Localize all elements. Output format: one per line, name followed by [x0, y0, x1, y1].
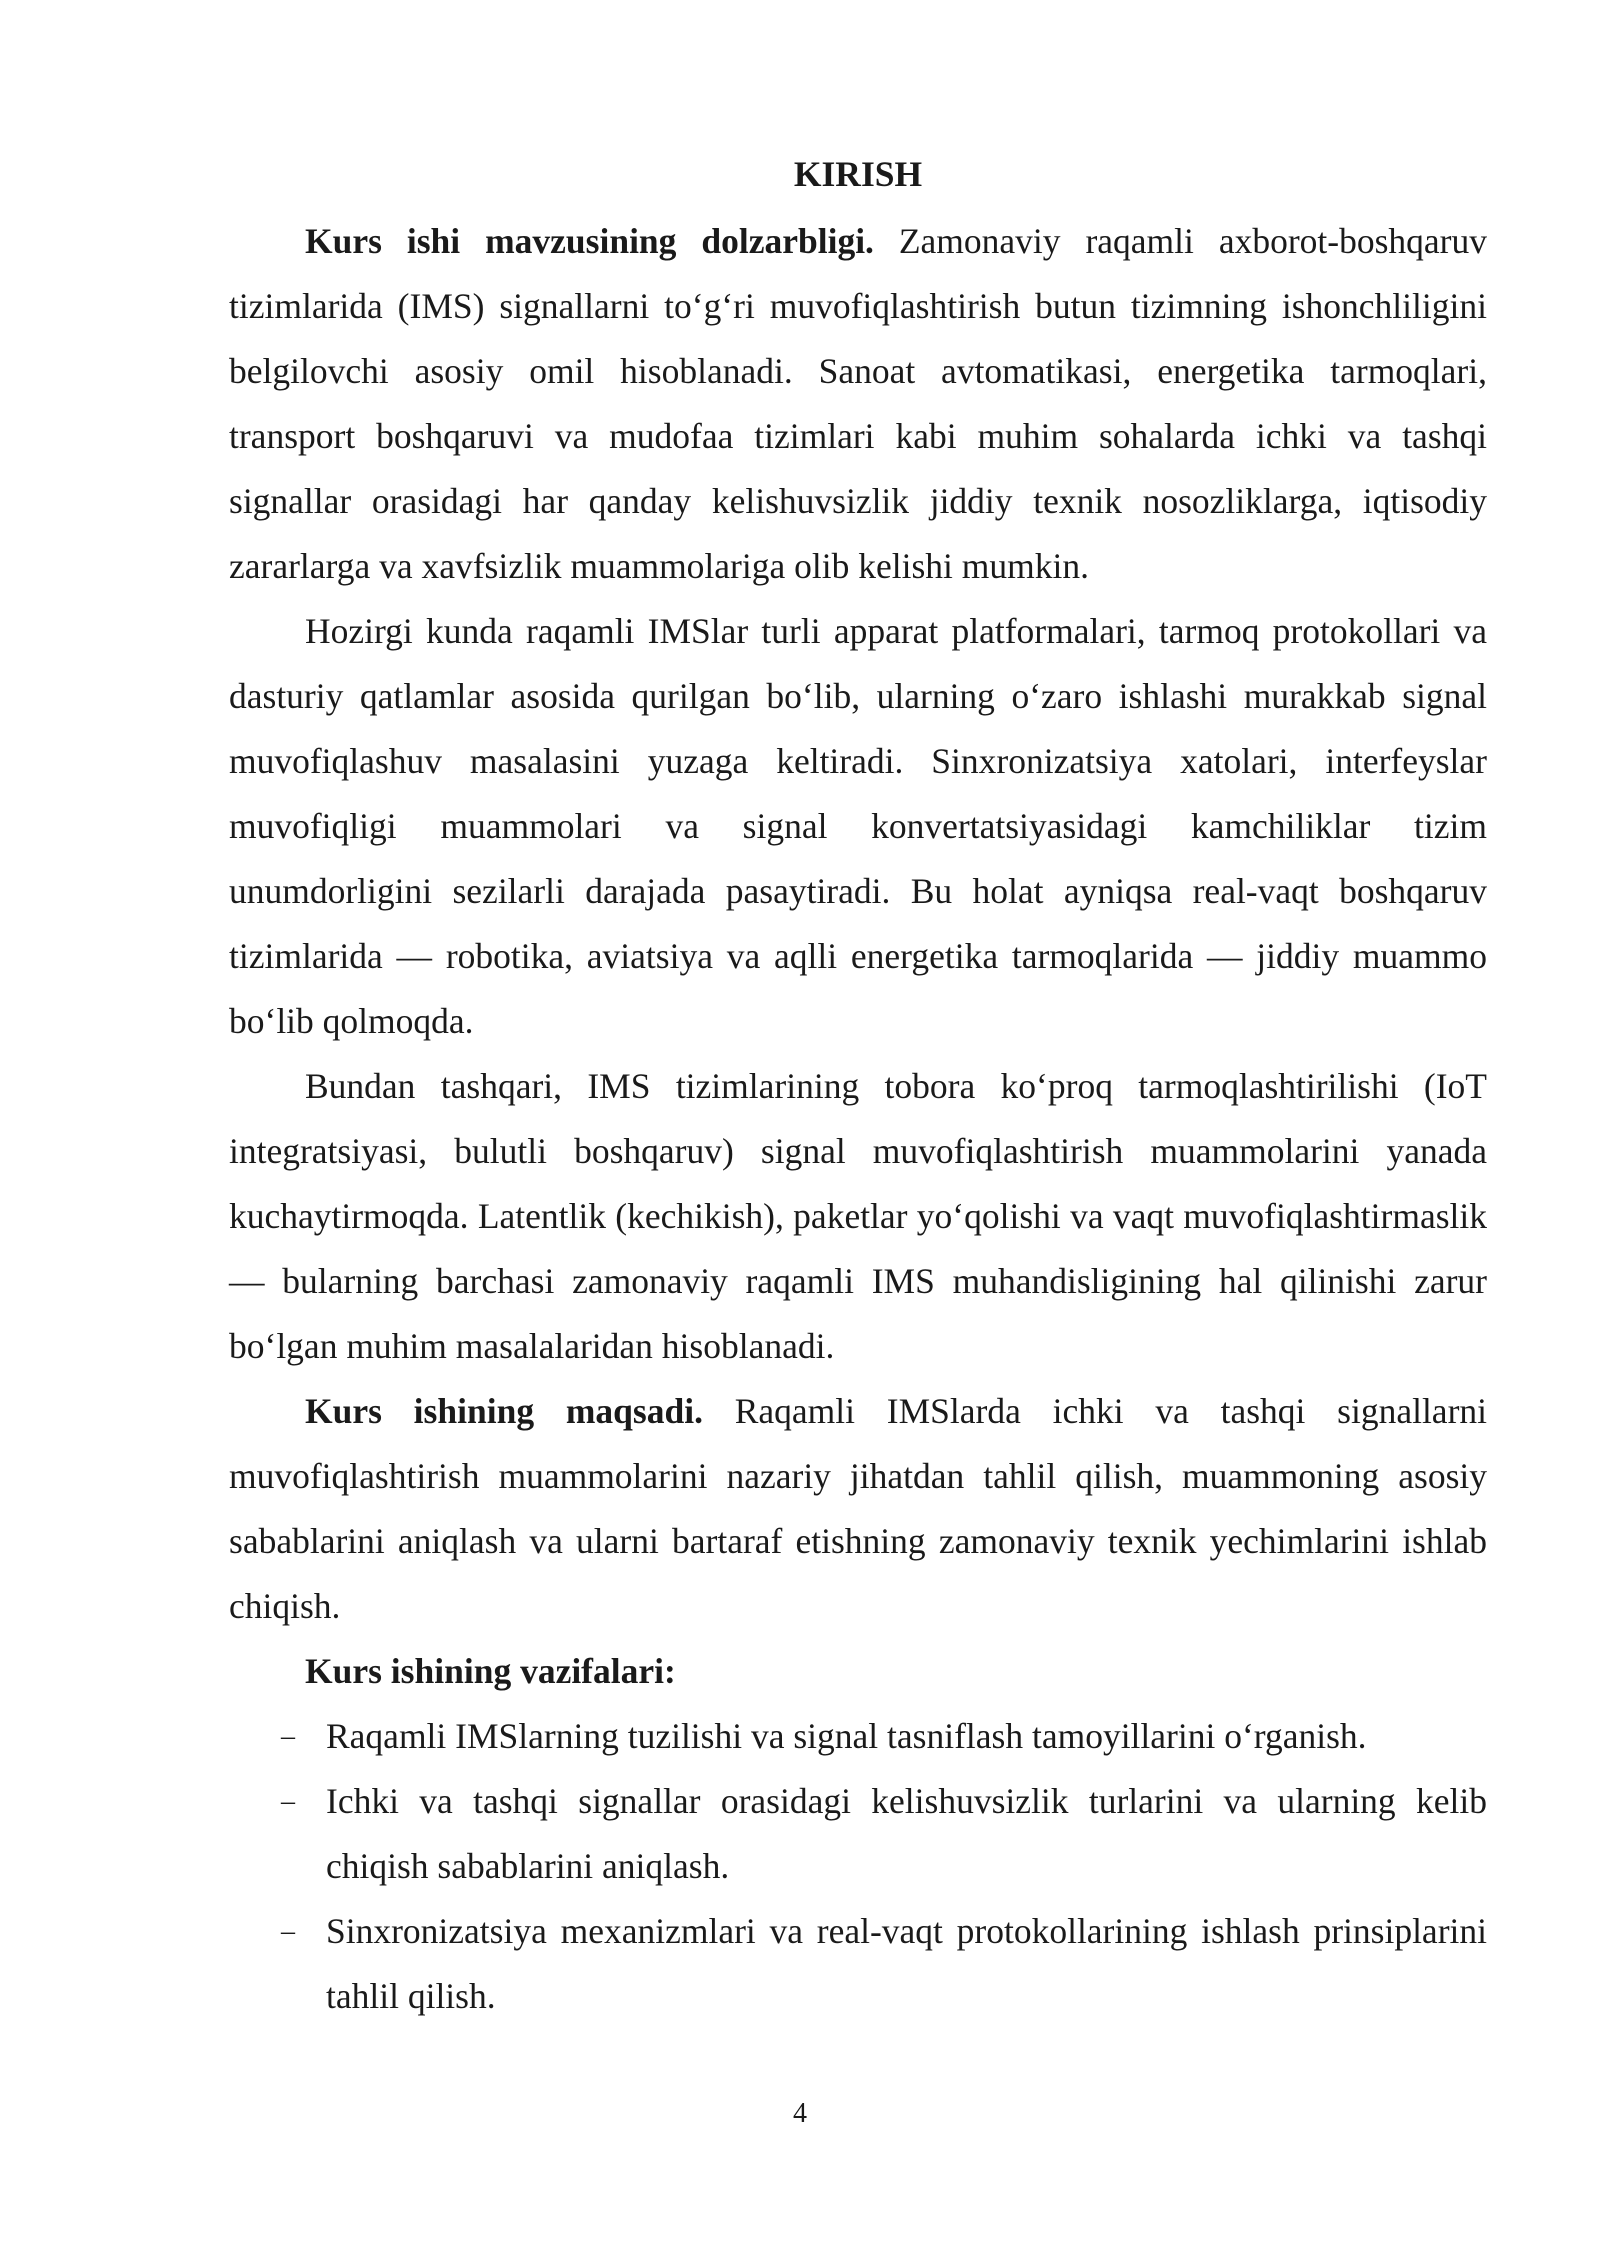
- paragraph-text: Hozirgi kunda raqamli IMSlar turli apparat platformalari, tarmoq protokollari va dasturiy qatlamlar asosida qurilgan bo‘lib, ularning o‘zaro ishlashi murakkab signal muvofiqlashuv masalasini yuzaga keltiradi. Sinxronizatsiya xatolari, interfeyslar muvofiqligi muammolari va signal konvertatsiyasidagi kamchiliklar tizim unumdorligini sezilarli darajada pasaytiradi. Bu holat ayniqsa real-vaqt boshqaruv tizimlarida — robotika, aviatsiya va aqlli energetika tarmoqlarida — jiddiy muammo bo‘lib qolmoqda.: [229, 611, 1487, 1041]
- list-item-text: Raqamli IMSlarning tuzilishi va signal tasniflash tamoyillarini o‘rganish.: [326, 1716, 1367, 1756]
- paragraph-networking: [229, 1054, 1487, 1379]
- paragraph-lead: Kurs ishining maqsadi.: [305, 1391, 703, 1431]
- paragraph-lead: Kurs ishi mavzusining dolzarbligi.: [305, 221, 874, 261]
- paragraph-text: Raqamli IMSlarda ichki va tashqi signallarni muvofiqlashtirish muammolarini nazariy jihatdan tahlil qilish, muammoning asosiy sabablarini aniqlash va ularni bartaraf etishning zamonaviy texnik yechimlarini ishlab chiqish.: [229, 1391, 1487, 1626]
- list-item: [229, 1704, 1487, 1769]
- list-bullet: –: [281, 1916, 295, 1947]
- page-body: [229, 142, 1487, 2029]
- list-item: [229, 1899, 1487, 2029]
- page-title: KIRISH: [793, 154, 923, 194]
- page-number: 4: [793, 2098, 807, 2129]
- paragraph-goal: [229, 1379, 1487, 1639]
- paragraph-text: Bundan tashqari, IMS tizimlarining tobora ko‘proq tarmoqlashtirilishi (IoT integratsiyasi, bulutli boshqaruv) signal muvofiqlashtirish muammolarini yanada kuchaytirmoqda. Latentlik (kechikish), paketlar yo‘qolishi va vaqt muvofiqlashtirmaslik — bularning barchasi zamonaviy raqamli IMS muhandisligining hal qilinishi zarur bo‘lgan muhim masalalaridan hisoblanadi.: [229, 1066, 1487, 1366]
- tasks-list: [229, 1704, 1487, 2029]
- paragraph-text: Zamonaviy raqamli axborot-boshqaruv tizimlarida (IMS) signallarni to‘g‘ri muvofiqlashtirish butun tizimning ishonchliligini belgilovchi asosiy omil hisoblanadi. Sanoat avtomatikasi, energetika tarmoqlari, transport boshqaruvi va mudofaa tizimlari kabi muhim sohalarda ichki va tashqi signallar orasidagi har qanday kelishuvsizlik jiddiy texnik nosozliklarga, iqtisodiy zararlarga va xavfsizlik muammolariga olib kelishi mumkin.: [229, 221, 1487, 586]
- list-item-text: Ichki va tashqi signallar orasidagi kelishuvsizlik turlarini va ularning kelib chiqish sabablarini aniqlash.: [326, 1781, 1487, 1886]
- list-item: [229, 1769, 1487, 1899]
- paragraph-current-state: [229, 599, 1487, 1054]
- tasks-heading: Kurs ishining vazifalari:: [305, 1651, 676, 1691]
- list-bullet: –: [281, 1721, 295, 1752]
- list-bullet: –: [281, 1786, 295, 1817]
- paragraph-relevance: [229, 209, 1487, 599]
- list-item-text: Sinxronizatsiya mexanizmlari va real-vaqt protokollarining ishlash prinsiplarini tahlil qilish.: [326, 1911, 1487, 2016]
